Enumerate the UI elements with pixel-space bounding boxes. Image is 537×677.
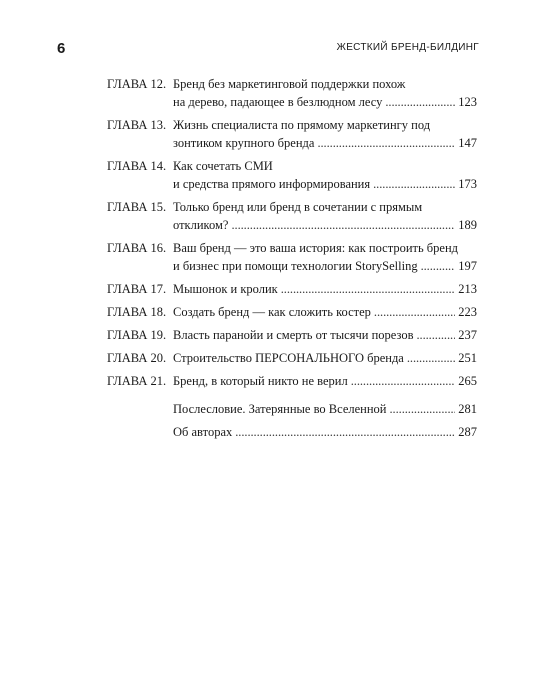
toc-page-number: 281: [458, 402, 477, 416]
toc-title-line: Только бренд или бренд в сочетании с прямым: [173, 200, 423, 214]
toc-title-line: Бренд без маркетинговой поддержки похож: [173, 77, 406, 91]
toc-entry: [107, 400, 477, 418]
toc-entry-body: [173, 239, 477, 275]
toc-title-line: Создать бренд — как сложить костер: [173, 305, 371, 319]
toc-entry-body: [173, 116, 477, 152]
toc-chapter-label: ГЛАВА 20.: [107, 351, 167, 365]
toc-entry: [107, 372, 477, 390]
toc-title-lastline: [173, 216, 477, 234]
toc-title-line: и бизнес при помощи технологии StorySelling: [173, 259, 418, 273]
toc-chapter-label: ГЛАВА 14.: [107, 159, 167, 173]
toc-chapter-label: ГЛАВА 12.: [107, 77, 167, 91]
toc-entry-body: [173, 326, 477, 344]
toc-page-number: 265: [458, 374, 477, 388]
toc-title-lastline: [173, 326, 477, 344]
toc-title-line: на дерево, падающее в безлюдном лесу: [173, 95, 383, 109]
dot-leader: [407, 349, 455, 367]
dot-leader: [416, 326, 455, 344]
toc-title-line: Власть паранойи и смерть от тысячи порезов: [173, 328, 414, 342]
toc-page-number: 123: [458, 95, 477, 109]
toc-entry-body: [173, 372, 477, 390]
toc-title-lastline: [173, 303, 477, 321]
toc-chapter-label: ГЛАВА 21.: [107, 374, 167, 388]
toc-entry: [107, 116, 477, 152]
toc-page-number: 237: [458, 328, 477, 342]
toc-chapter-label: ГЛАВА 19.: [107, 328, 167, 342]
running-head: ЖЕСТКИЙ БРЕНД-БИЛДИНГ: [336, 42, 479, 53]
toc-title-lastline: [173, 280, 477, 298]
toc-chapter-label: ГЛАВА 18.: [107, 305, 167, 319]
toc-entry-body: [173, 75, 477, 111]
toc-entry-body: [173, 198, 477, 234]
toc-entry-body: [173, 400, 477, 418]
toc-page-number: 147: [458, 136, 477, 150]
toc-chapter-label: ГЛАВА 16.: [107, 241, 167, 255]
toc-entry-body: [173, 280, 477, 298]
toc-page-number: 287: [458, 425, 477, 439]
toc-title-line: Как сочетать СМИ: [173, 159, 273, 173]
toc-entry-body: [173, 349, 477, 367]
toc-title-line: Ваш бренд — это ваша история: как построить бренд: [173, 241, 459, 255]
toc-entry: [107, 280, 477, 298]
toc-entry: [107, 326, 477, 344]
page-number: 6: [57, 40, 66, 57]
toc-page-number: 251: [458, 351, 477, 365]
dot-leader: [231, 216, 455, 234]
toc-title-lastline: [173, 134, 477, 152]
toc-title-line: Строительство ПЕРСОНАЛЬНОГО бренда: [173, 351, 404, 365]
toc-title-lastline: [173, 423, 477, 441]
toc-entry: [107, 239, 477, 275]
toc-title-line: и средства прямого информирования: [173, 177, 371, 191]
toc-entry-body: [173, 423, 477, 441]
toc-entry: [107, 198, 477, 234]
toc-entry: [107, 157, 477, 193]
dot-leader: [374, 303, 455, 321]
toc-chapter-label: ГЛАВА 17.: [107, 282, 167, 296]
toc-title-lastline: [173, 349, 477, 367]
toc-entry: [107, 75, 477, 111]
toc-entry: [107, 349, 477, 367]
toc-title-line: Мышонок и кролик: [173, 282, 278, 296]
toc-title-line: откликом?: [173, 218, 229, 232]
toc-title-line: Об авторах: [173, 425, 233, 439]
dot-leader: [281, 280, 456, 298]
toc-page-number: 197: [458, 259, 477, 273]
dot-leader: [235, 423, 455, 441]
toc-title-line: зонтиком крупного бренда: [173, 136, 315, 150]
toc-chapter-label: ГЛАВА 15.: [107, 200, 167, 214]
toc-entry-body: [173, 303, 477, 321]
toc-title-lastline: [173, 93, 477, 111]
toc-entry-body: [173, 157, 477, 193]
toc-chapter-label: [107, 423, 173, 441]
toc-title-line: Жизнь специалиста по прямому маркетингу под: [173, 118, 431, 132]
toc-title-line: Бренд, в который никто не верил: [173, 374, 348, 388]
toc-title-lastline: [173, 257, 477, 275]
dot-leader: [373, 175, 455, 193]
toc-entry: [107, 423, 477, 441]
toc-page-number: 173: [458, 177, 477, 191]
dot-leader: [351, 372, 456, 390]
toc-title-line: Послесловие. Затерянные во Вселенной: [173, 402, 387, 416]
toc-chapter-label: [107, 400, 173, 418]
table-of-contents: [107, 75, 477, 446]
toc-page-number: 223: [458, 305, 477, 319]
toc-entry: [107, 303, 477, 321]
toc-page-number: 213: [458, 282, 477, 296]
toc-title-lastline: [173, 400, 477, 418]
dot-leader: [421, 257, 456, 275]
dot-leader: [390, 400, 456, 418]
toc-chapter-label: ГЛАВА 13.: [107, 118, 167, 132]
dot-leader: [317, 134, 455, 152]
dot-leader: [385, 93, 455, 111]
toc-title-lastline: [173, 372, 477, 390]
toc-page-number: 189: [458, 218, 477, 232]
toc-title-lastline: [173, 175, 477, 193]
